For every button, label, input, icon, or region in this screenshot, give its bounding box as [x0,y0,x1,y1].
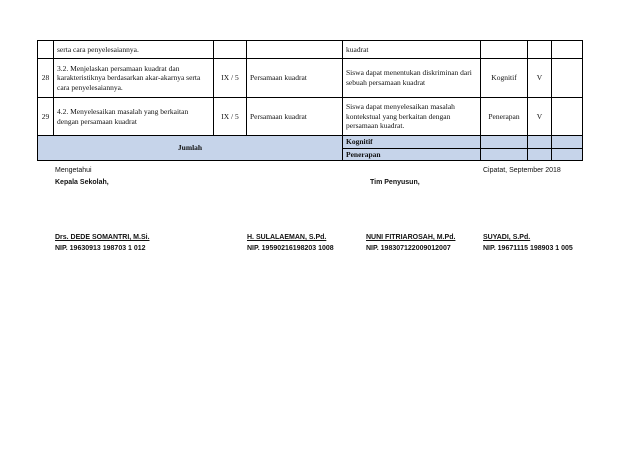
signatory-nip: NIP. 198307122009012007 [366,245,451,252]
table-row [38,41,583,59]
total-cell [481,136,528,149]
ranah-cell: Penerapan [481,98,528,136]
total-row [38,136,583,149]
indikator-cell: Siswa dapat menentukan diskriminan dari sebuah persamaan kuadrat [343,59,481,98]
materi-cell: Persamaan kuadrat [247,98,343,136]
empty-cell [552,59,583,98]
kepala-sekolah-label: Kepala Sekolah, [55,179,109,186]
bentuk-cell: V [528,98,552,136]
kelas-cell [214,41,247,59]
total-cell [528,136,552,149]
signatory-nip: NIP. 19630913 198703 1 012 [55,245,146,252]
total-label: Jumlah [38,136,343,161]
signatory-name: H. SULALAEMAN, S.Pd. [247,234,327,241]
signatory-name: Drs. DEDE SOMANTRI, M.Si. [55,234,150,241]
place-date: Cipatat, September 2018 [483,167,561,174]
mengetahui-label: Mengetahui [55,167,92,174]
signatory-name: SUYADI, S.Pd. [483,234,531,241]
indikator-cell: Siswa dapat menyelesaikan masalah kontekstual yang berkaitan dengan persamaan kuadrat. [343,98,481,136]
total-cell [552,136,583,149]
signatory-nip: NIP. 19590216198203 1008 [247,245,334,252]
exam-grid-table [37,40,583,161]
ranah-cell [481,41,528,59]
kompetensi-dasar-cell: 4.2. Menyelesaikan masalah yang berkaitan dengan persamaan kuadrat [54,98,214,136]
kelas-cell: IX / 5 [214,98,247,136]
table-row [38,59,583,98]
materi-cell: Persamaan kuadrat [247,59,343,98]
indikator-cell: kuadrat [343,41,481,59]
row-number: 29 [38,98,54,136]
empty-cell [552,98,583,136]
total-cell [552,148,583,161]
total-cell [481,148,528,161]
tim-penyusun-label: Tim Penyusun, [370,179,420,186]
kompetensi-dasar-cell: serta cara penyelesaiannya. [54,41,214,59]
kelas-cell: IX / 5 [214,59,247,98]
row-number: 28 [38,59,54,98]
materi-cell [247,41,343,59]
total-penerapan-label: Penerapan [343,148,481,161]
kompetensi-dasar-cell: 3.2. Menjelaskan persamaan kuadrat dan karakteristiknya berdasarkan akar-akarnya serta cara penyelesaiannya. [54,59,214,98]
total-kognitif-label: Kognitif [343,136,481,149]
bentuk-cell: V [528,59,552,98]
ranah-cell: Kognitif [481,59,528,98]
total-cell [528,148,552,161]
table-row [38,98,583,136]
signatory-name: NUNI FITRIAROSAH, M.Pd. [366,234,456,241]
row-number [38,41,54,59]
signatory-nip: NIP. 19671115 198903 1 005 [483,245,573,252]
bentuk-cell [528,41,552,59]
empty-cell [552,41,583,59]
